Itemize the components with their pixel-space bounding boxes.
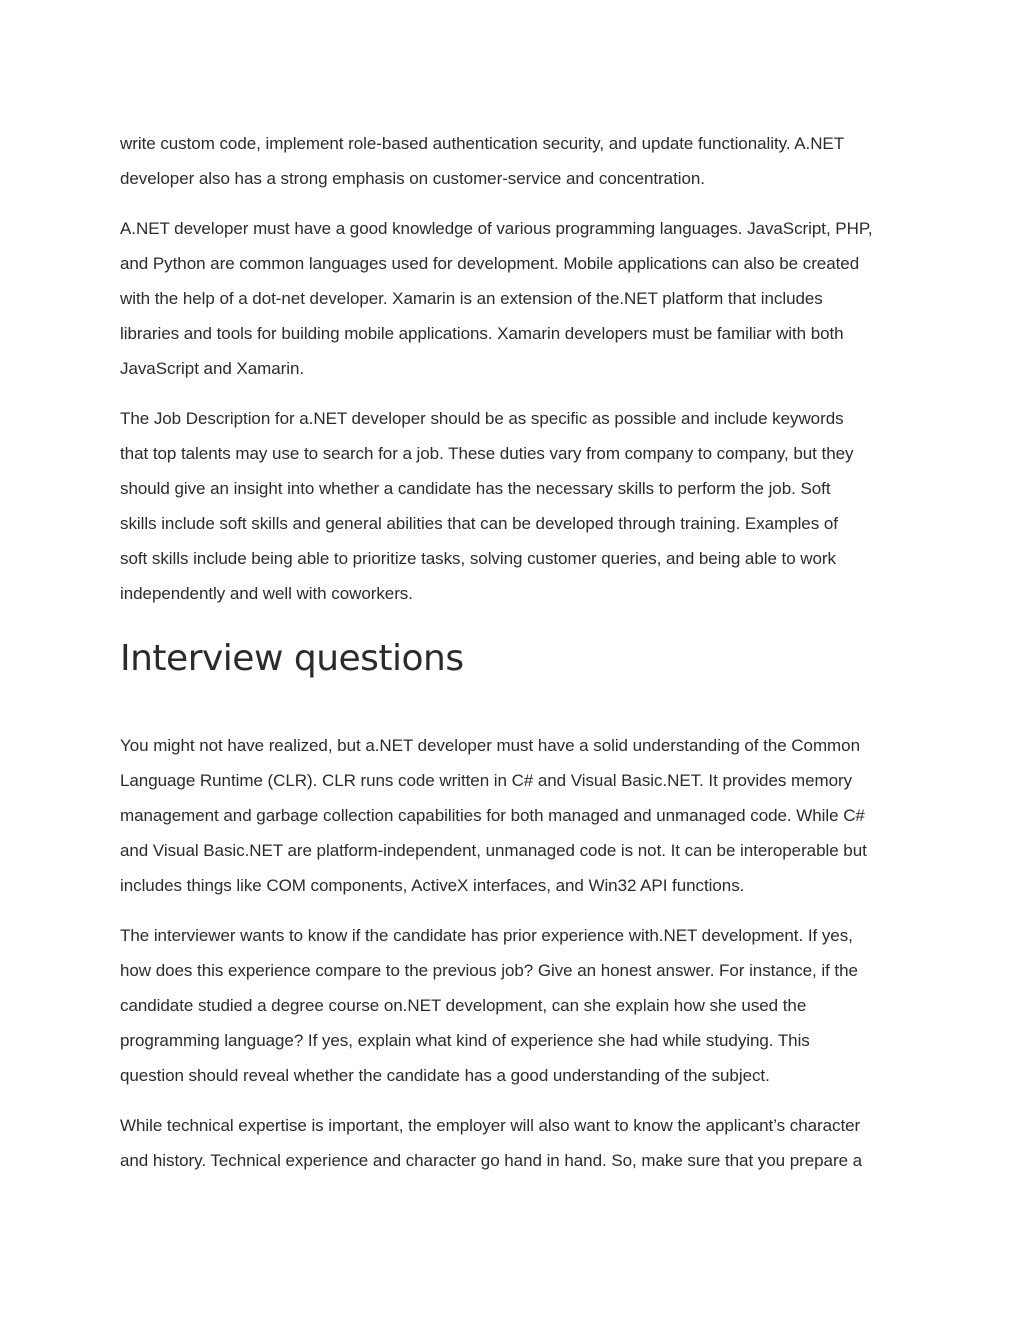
document-page [120,126,910,1193]
paragraph-responsibilities [120,126,910,196]
text-line: The Job Description for a.NET developer should be as specific as possible and include keywords [120,409,844,428]
text-line: While technical expertise is important, the employer will also want to know the applicant’s character [120,1116,861,1135]
text-line: JavaScript and Xamarin. [120,359,305,378]
text-line: and history. Technical experience and character go hand in hand. So, make sure that you prepare a [120,1151,863,1170]
text-line: should give an insight into whether a candidate has the necessary skills to perform the job. Soft [120,479,831,498]
text-line: The interviewer wants to know if the candidate has prior experience with.NET development. If yes, [120,926,853,945]
paragraph-job-description [120,401,910,611]
text-line: candidate studied a degree course on.NET development, can she explain how she used the [120,996,807,1015]
section-heading: Interview questions [120,638,464,679]
paragraph-character [120,1108,910,1178]
text-line: question should reveal whether the candidate has a good understanding of the subject. [120,1066,770,1085]
text-line: how does this experience compare to the previous job? Give an honest answer. For instance, if the [120,961,858,980]
text-line: that top talents may use to search for a job. These duties vary from company to company, but they [120,444,854,463]
text-line: libraries and tools for building mobile applications. Xamarin developers must be familiar with both [120,324,844,343]
paragraph-experience [120,918,910,1093]
text-line: independently and well with coworkers. [120,584,413,603]
text-line: You might not have realized, but a.NET developer must have a solid understanding of the Common [120,736,860,755]
text-line: and Python are common languages used for development. Mobile applications can also be created [120,254,860,273]
paragraph-clr [120,728,910,903]
paragraph-languages [120,211,910,386]
text-line: and Visual Basic.NET are platform-independent, unmanaged code is not. It can be interoperable but [120,841,867,860]
text-line: management and garbage collection capabilities for both managed and unmanaged code. While C# [120,806,865,825]
text-line: programming language? If yes, explain what kind of experience she had while studying. This [120,1031,810,1050]
text-line: skills include soft skills and general abilities that can be developed through training. Examples of [120,514,838,533]
text-line: developer also has a strong emphasis on customer-service and concentration. [120,169,705,188]
text-line: with the help of a dot-net developer. Xamarin is an extension of the.NET platform that includes [120,289,823,308]
text-line: write custom code, implement role-based authentication security, and update functionality. A.NET [120,134,845,153]
text-line: includes things like COM components, ActiveX interfaces, and Win32 API functions. [120,876,745,895]
text-line: soft skills include being able to prioritize tasks, solving customer queries, and being able to work [120,549,836,568]
text-line: A.NET developer must have a good knowledge of various programming languages. JavaScript, PHP, [120,219,873,238]
text-line: Language Runtime (CLR). CLR runs code written in C# and Visual Basic.NET. It provides memory [120,771,853,790]
